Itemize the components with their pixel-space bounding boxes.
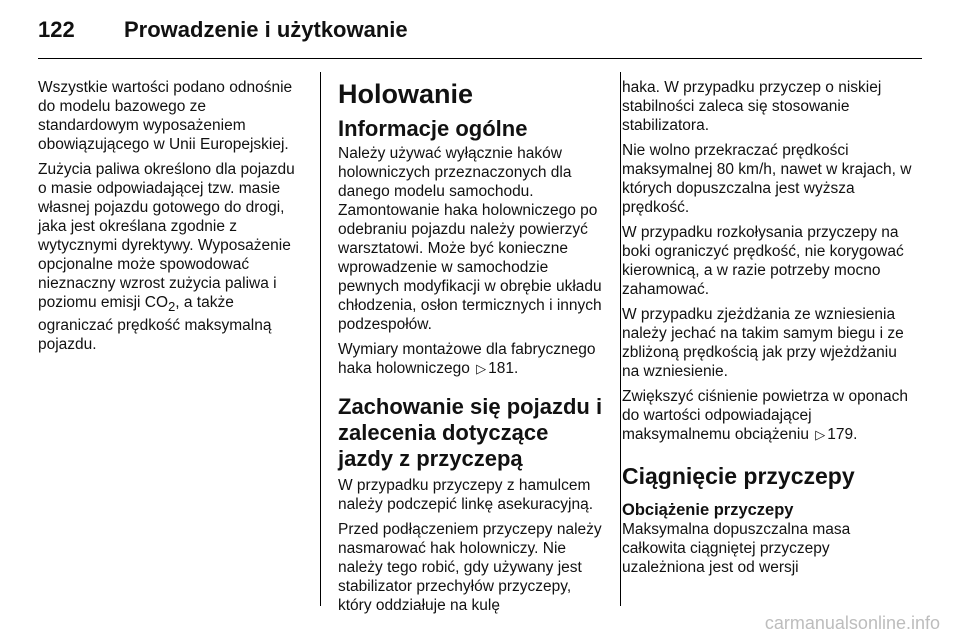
column-divider-right <box>620 72 621 606</box>
cross-reference-arrow-icon: ▷ <box>476 361 487 376</box>
section-heading: Holowanie <box>338 79 474 109</box>
column-2 <box>338 78 606 621</box>
paragraph-text: Wyposażenie opcjonalne może spowodować nieznaczny wzrost zużycia paliwa i poziomu emisji CO <box>38 237 291 311</box>
column-divider-left <box>320 72 321 606</box>
paragraph: Maksymalna dopuszczalna masa całkowita ciągniętej przyczepy uzależniona jest od wersji <box>622 521 851 576</box>
cross-reference-arrow-icon: ▷ <box>815 427 826 442</box>
page-reference[interactable]: 181. <box>488 360 519 377</box>
paragraph-text: Zużycia paliwa określono dla pojazdu o masie odpowiadającej tzw. masie własnej pojazdu gotowego do drogi, jaka jest określana zgodnie z wytycznymi dyrektywy. <box>38 161 295 254</box>
watermark: carmanualsonline.info <box>764 613 940 633</box>
paragraph-text: , a także ograniczać prędkość maksymalną pojazdu. <box>38 294 272 354</box>
paragraph-text: Wymiary montażowe dla fabrycznego haka holowniczego <box>338 341 596 377</box>
paragraph: Wszystkie wartości podano odnośnie do modelu bazowego ze standardowym wyposażeniem obowiązującego w Unii Europejskiej. <box>38 79 293 153</box>
paragraph: haka. W przypadku przyczep o niskiej stabilności zaleca się stosowanie stabilizatora. <box>622 79 882 134</box>
paragraph: W przypadku przyczepy z hamulcem należy podczepić linkę asekuracyjną. <box>338 477 594 513</box>
paragraph-text: Zwiększyć ciśnienie powietrza w oponach do wartości odpowiadającej maksymalnemu obciążeniu <box>622 388 909 443</box>
header-rule <box>38 58 922 59</box>
page-header <box>38 10 408 50</box>
running-title: Prowadzenie i użytkowanie <box>124 17 408 42</box>
paragraph: Należy używać wyłącznie haków holowniczych przeznaczonych dla danego modelu samochodu. Zamontowanie haka holowniczego po odebraniu pojazdu należy powierzyć warsztatowi. Może być konieczne wprowadzenie w samochodzie pewnych modyfikacji w obrębie układu chłodzenia, osłon termicznych i innych podzespołów. <box>338 145 602 333</box>
subscript: 2 <box>168 299 176 315</box>
paragraph: Przed podłączeniem przyczepy należy nasmarować hak holowniczy. Nie należy tego robić, gdy używany jest stabilizator przechyłów przyczepy, który oddziałuje na kulę <box>338 521 602 614</box>
paragraph: Nie wolno przekraczać prędkości maksymalnej 80 km/h, nawet w krajach, w których dopuszczalna jest wyższa prędkość. <box>622 142 912 216</box>
page-reference[interactable]: 179. <box>827 426 858 443</box>
column-1 <box>38 78 306 360</box>
subsection-heading: Informacje ogólne <box>338 116 528 141</box>
paragraph: W przypadku zjeżdżania ze wzniesienia należy jechać na takim samym biegu i ze zbliżoną prędkością jak przy wjeżdżaniu na wzniesienie. <box>622 306 904 380</box>
subsection-heading: Zachowanie się pojazdu i zalecenia dotyczące jazdy z przyczepą <box>338 394 603 471</box>
column-3 <box>622 78 912 583</box>
section-heading: Ciągnięcie przyczepy <box>622 463 855 489</box>
paragraph: W przypadku rozkołysania przyczepy na boki ograniczyć prędkość, nie korygować kierownicą, a w razie potrzeby mocno zahamować. <box>622 224 904 298</box>
paragraph <box>622 387 912 444</box>
paragraph <box>338 340 606 378</box>
paragraph <box>38 160 306 354</box>
page-number: 122 <box>38 17 75 42</box>
subsection-heading: Obciążenie przyczepy <box>622 501 794 519</box>
